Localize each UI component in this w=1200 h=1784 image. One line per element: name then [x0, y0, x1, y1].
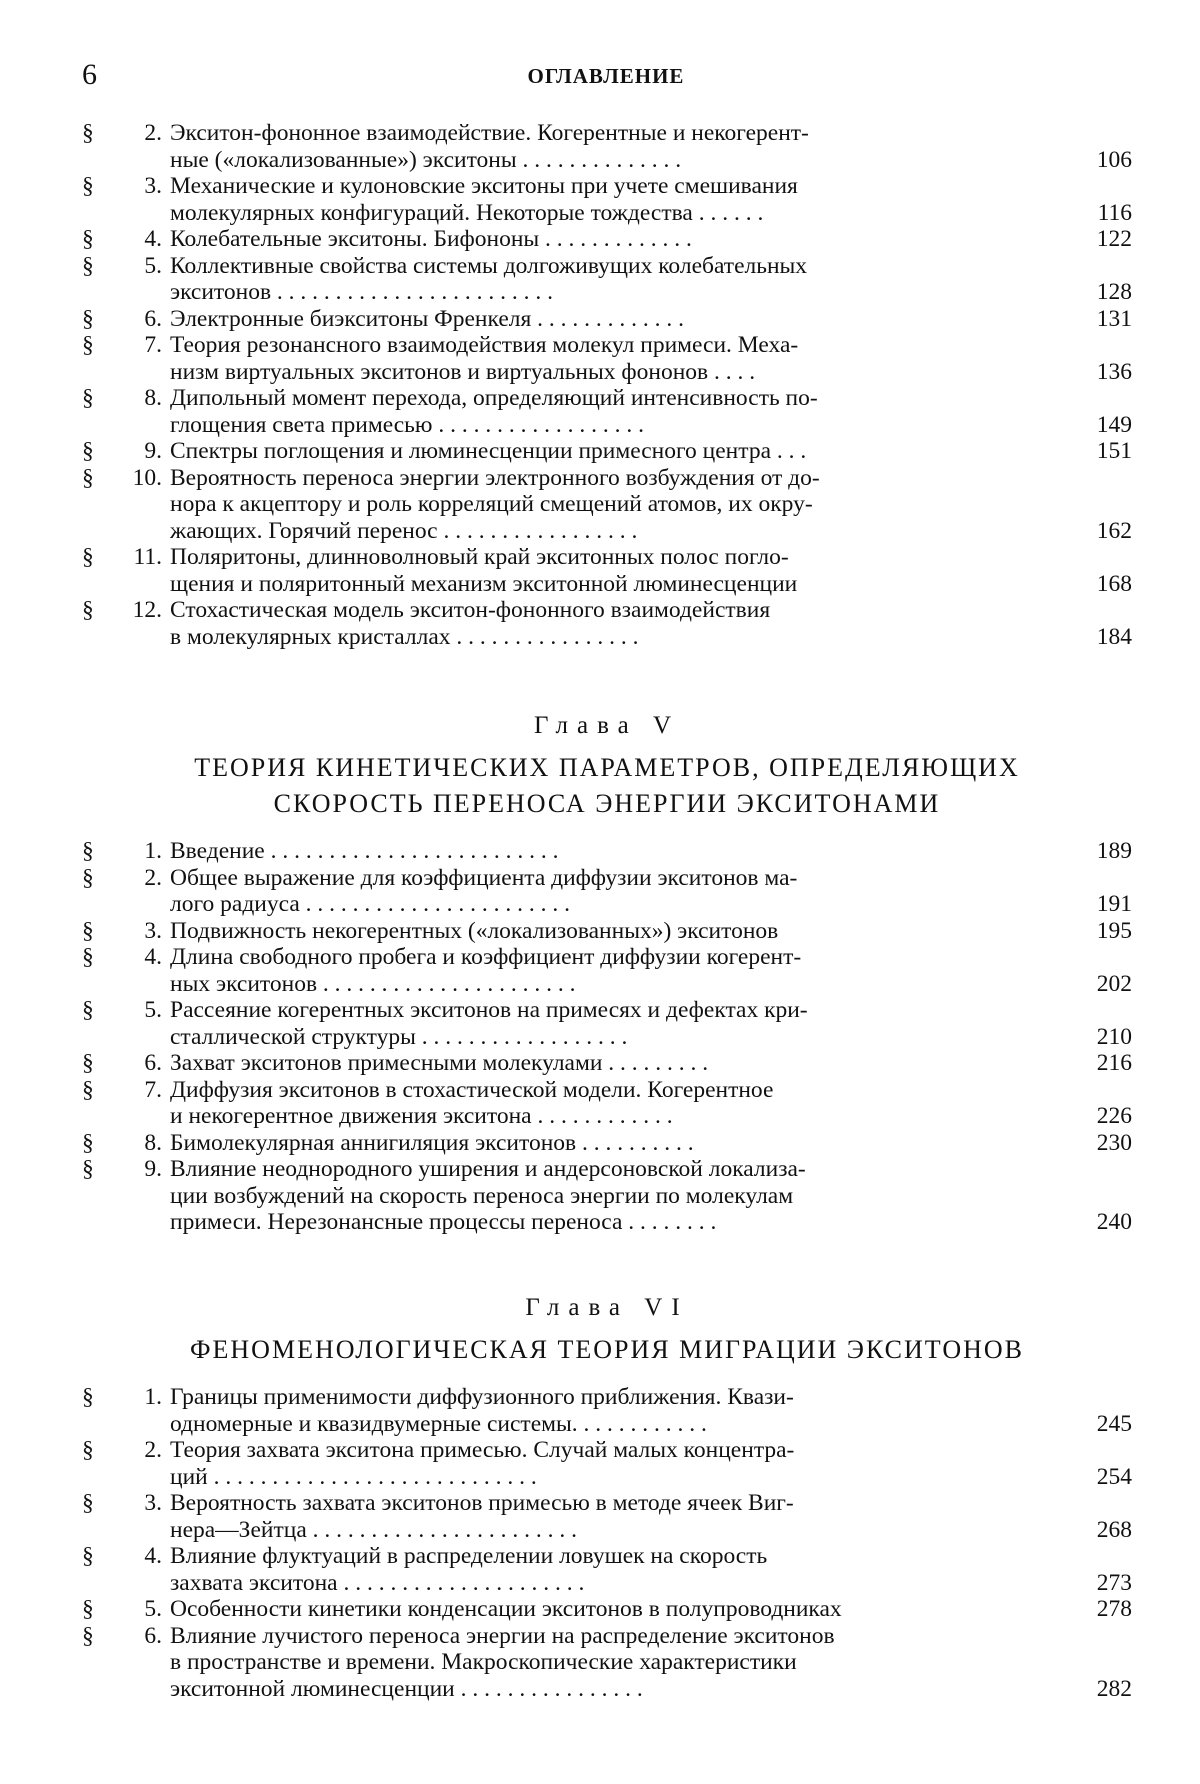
- entry-title: [170, 173, 1050, 226]
- page-number: 6: [82, 58, 97, 91]
- section-number: 12.: [132, 597, 162, 623]
- entry-title-line: Теория резонансного взаимодействия молекул примеси. Меха-: [170, 332, 799, 358]
- toc-entry: [82, 1050, 1132, 1077]
- section-symbol: §: [82, 226, 94, 252]
- toc-entry: [82, 865, 1132, 918]
- section-number: 1.: [144, 838, 162, 864]
- entry-title: [170, 1156, 1050, 1236]
- section-number: 2.: [144, 120, 162, 146]
- entry-title-line: ные («локализованные») экситоны . . . . . . . . . . . . . .: [170, 146, 682, 173]
- section-number: 8.: [144, 385, 162, 411]
- chapter-heading-v: [82, 712, 1132, 822]
- entry-title: [170, 1384, 1050, 1437]
- entry-title: [170, 306, 1050, 333]
- entry-title-line: Влияние неоднородного уширения и андерсоновской локализа-: [170, 1156, 806, 1182]
- toc-entry: [82, 1596, 1132, 1623]
- entry-title-line: нора к акцептору и роль корреляций смещений атомов, их окру-: [170, 491, 813, 517]
- section-symbol: §: [82, 1543, 94, 1569]
- entry-title-line: примеси. Нерезонансные процессы переноса . . . . . . . .: [170, 1209, 717, 1235]
- section-number: 1.: [144, 1384, 162, 1410]
- toc-section-chapter-vi: [82, 1384, 1132, 1702]
- entry-title-line: щения и поляритонный механизм экситонной люминесценции: [170, 570, 798, 597]
- chapter-title-line: ТЕОРИЯ КИНЕТИЧЕСКИХ ПАРАМЕТРОВ, ОПРЕДЕЛЯЮЩИХ: [194, 753, 1020, 782]
- section-number: 11.: [133, 544, 162, 570]
- section-symbol: §: [82, 438, 94, 464]
- page-ref: 136: [1096, 358, 1132, 385]
- entry-title-line: Коллективные свойства системы долгоживущих колебательных: [170, 252, 808, 279]
- entry-title-line: Бимолекулярная аннигиляция экситонов . . . . . . . . . .: [170, 1129, 694, 1156]
- entry-title-line: экситонной люминесценции . . . . . . . . . . . . . . . .: [170, 1675, 643, 1702]
- toc-entry: [82, 1156, 1132, 1236]
- entry-title-line: ций . . . . . . . . . . . . . . . . . . . . . . . . . . . .: [170, 1463, 537, 1490]
- section-symbol: §: [82, 997, 94, 1023]
- running-title: ОГЛАВЛЕНИЕ: [527, 64, 685, 88]
- toc-entry: [82, 253, 1132, 306]
- section-number: 7.: [144, 1076, 162, 1103]
- entry-title-line: Подвижность некогерентных («локализованных») экситонов: [170, 917, 779, 944]
- section-symbol: §: [82, 544, 94, 570]
- entry-title-line: Введение . . . . . . . . . . . . . . . . . . . . . . . . .: [170, 838, 559, 864]
- section-number: 9.: [144, 438, 162, 464]
- page-ref: 202: [1096, 970, 1132, 997]
- chapter-title-line: СКОРОСТЬ ПЕРЕНОСА ЭНЕРГИИ ЭКСИТОНАМИ: [273, 789, 941, 818]
- entry-title-line: Поляритоны, длинноволновый край экситонных полос погло-: [170, 544, 789, 570]
- entry-title-line: Дипольный момент перехода, определяющий интенсивность по-: [170, 385, 818, 411]
- entry-title: [170, 865, 1050, 918]
- section-symbol: §: [82, 1384, 94, 1410]
- entry-title-line: Теория захвата экситона примесью. Случай малых концентра-: [170, 1437, 795, 1463]
- page-ref: 131: [1096, 305, 1132, 332]
- entry-title-line: Рассеяние когерентных экситонов на примесях и дефектах кри-: [170, 997, 808, 1023]
- section-number: 3.: [144, 1490, 162, 1516]
- entry-title-line: захвата экситона . . . . . . . . . . . . . . . . . . . . .: [170, 1569, 585, 1596]
- entry-title: [170, 226, 1050, 253]
- entry-title-line: Особенности кинетики конденсации экситонов в полупроводниках: [170, 1596, 842, 1622]
- chapter-title: [82, 1332, 1132, 1368]
- entry-title: [170, 438, 1050, 465]
- entry-title: [170, 597, 1050, 650]
- entry-title-line: Диффузия экситонов в стохастической модели. Когерентное: [170, 1076, 774, 1103]
- toc-entry: [82, 1384, 1132, 1437]
- section-symbol: §: [82, 1076, 94, 1103]
- entry-title: [170, 997, 1050, 1050]
- page-ref: 245: [1096, 1410, 1132, 1437]
- entry-title: [170, 253, 1050, 306]
- page-ref: 168: [1096, 570, 1132, 597]
- toc-entry: [82, 1130, 1132, 1157]
- page-ref: 189: [1096, 838, 1132, 864]
- entry-title-line: жающих. Горячий перенос . . . . . . . . . . . . . . . . .: [170, 517, 638, 544]
- entry-title-line: глощения света примесью . . . . . . . . . . . . . . . . . .: [170, 411, 644, 438]
- section-number: 3.: [144, 173, 162, 199]
- entry-title: [170, 120, 1050, 173]
- page-ref: 128: [1096, 279, 1132, 305]
- section-symbol: §: [82, 1156, 94, 1182]
- entry-title-line: Захват экситонов примесными молекулами . . . . . . . . .: [170, 1050, 709, 1076]
- entry-title-line: Экситон-фононное взаимодействие. Когерентные и некогерент-: [170, 120, 809, 146]
- page-ref: 116: [1097, 199, 1132, 226]
- entry-title: [170, 385, 1050, 438]
- chapter-label: Глава VI: [525, 1294, 689, 1321]
- page-ref: 210: [1096, 1023, 1132, 1050]
- section-symbol: §: [82, 1129, 94, 1156]
- section-symbol: §: [82, 252, 94, 279]
- section-symbol: §: [82, 944, 94, 970]
- page-ref: 151: [1096, 438, 1132, 464]
- entry-title-line: Электронные биэкситоны Френкеля . . . . . . . . . . . . .: [170, 305, 685, 332]
- toc-section-chapter-iv-cont: [82, 120, 1132, 650]
- toc-entry: [82, 1543, 1132, 1596]
- section-symbol: §: [82, 917, 94, 944]
- section-symbol: §: [82, 597, 94, 623]
- section-symbol: §: [82, 1050, 94, 1076]
- section-number: 5.: [144, 252, 162, 279]
- page-ref: 106: [1096, 146, 1132, 173]
- toc-entry: [82, 465, 1132, 545]
- entry-title: [170, 1130, 1050, 1157]
- entry-title: [170, 838, 1050, 865]
- section-symbol: §: [82, 1437, 94, 1463]
- entry-title: [170, 332, 1050, 385]
- toc-entry: [82, 306, 1132, 333]
- entry-title-line: и некогерентное движения экситона . . . . . . . . . . . .: [170, 1103, 673, 1129]
- toc-entry: [82, 226, 1132, 253]
- toc-entry: [82, 438, 1132, 465]
- entry-title-line: нера—Зейтца . . . . . . . . . . . . . . . . . . . . . . .: [170, 1516, 577, 1543]
- page-ref: 162: [1096, 517, 1132, 544]
- section-symbol: §: [82, 173, 94, 199]
- section-number: 5.: [144, 1596, 162, 1622]
- toc-entry: [82, 997, 1132, 1050]
- entry-title: [170, 1077, 1050, 1130]
- entry-title-line: молекулярных конфигураций. Некоторые тождества . . . . . .: [170, 199, 764, 226]
- toc-entry: [82, 597, 1132, 650]
- page-ref: 230: [1096, 1129, 1132, 1156]
- entry-title: [170, 944, 1050, 997]
- entry-title-line: низм виртуальных экситонов и виртуальных фононов . . . .: [170, 358, 756, 385]
- entry-title-line: ции возбуждений на скорость переноса энергии по молекулам: [170, 1182, 794, 1209]
- section-number: 5.: [144, 997, 162, 1023]
- entry-title-line: Влияние лучистого переноса энергии на распределение экситонов: [170, 1622, 835, 1649]
- section-symbol: §: [82, 120, 94, 146]
- section-number: 10.: [132, 464, 162, 491]
- entry-title-line: Вероятность захвата экситонов примесью в методе ячеек Виг-: [170, 1490, 794, 1516]
- toc-entry: [82, 838, 1132, 865]
- section-symbol: §: [82, 838, 94, 864]
- section-symbol: §: [82, 1490, 94, 1516]
- page-ref: 191: [1096, 891, 1132, 917]
- section-symbol: §: [82, 332, 94, 358]
- chapter-title: [82, 750, 1132, 822]
- page-ref: 216: [1096, 1050, 1132, 1076]
- section-number: 4.: [144, 1543, 162, 1569]
- section-number: 6.: [144, 305, 162, 332]
- entry-title-line: экситонов . . . . . . . . . . . . . . . . . . . . . . . .: [170, 279, 554, 305]
- entry-title-line: в молекулярных кристаллах . . . . . . . . . . . . . . . .: [170, 623, 639, 650]
- entry-title: [170, 1050, 1050, 1077]
- page-ref: 226: [1096, 1103, 1132, 1129]
- page-ref: 278: [1096, 1596, 1132, 1622]
- page-ref: 240: [1096, 1209, 1132, 1235]
- chapter-label: Глава V: [533, 712, 681, 739]
- section-number: 8.: [144, 1129, 162, 1156]
- section-number: 4.: [144, 944, 162, 970]
- toc-entry: [82, 332, 1132, 385]
- entry-title-line: Колебательные экситоны. Бифононы . . . . . . . . . . . . .: [170, 226, 692, 252]
- entry-title: [170, 1490, 1050, 1543]
- entry-title-line: Вероятность переноса энергии электронного возбуждения от до-: [170, 464, 820, 491]
- section-symbol: §: [82, 864, 94, 891]
- page-ref: 122: [1096, 226, 1132, 252]
- toc-entry: [82, 1437, 1132, 1490]
- entry-title: [170, 918, 1050, 945]
- section-number: 7.: [144, 332, 162, 358]
- entry-title-line: Механические и кулоновские экситоны при учете смешивания: [170, 173, 798, 199]
- entry-title-line: сталлической структуры . . . . . . . . . . . . . . . . . .: [170, 1023, 628, 1050]
- toc-entry: [82, 173, 1132, 226]
- entry-title-line: одномерные и квазидвумерные системы. . . . . . . . . . . .: [170, 1410, 707, 1437]
- entry-title-line: Общее выражение для коэффициента диффузии экситонов ма-: [170, 864, 798, 891]
- section-symbol: §: [82, 385, 94, 411]
- section-symbol: §: [82, 1622, 94, 1649]
- section-symbol: §: [82, 464, 94, 491]
- entry-title: [170, 1623, 1050, 1703]
- page-header: [82, 58, 1130, 92]
- entry-title-line: ных экситонов . . . . . . . . . . . . . . . . . . . . . .: [170, 970, 576, 997]
- section-number: 9.: [144, 1156, 162, 1182]
- page-ref: 149: [1096, 411, 1132, 438]
- section-number: 6.: [144, 1622, 162, 1649]
- page-ref: 195: [1096, 917, 1132, 944]
- section-number: 2.: [144, 864, 162, 891]
- section-number: 3.: [144, 917, 162, 944]
- entry-title: [170, 1596, 1050, 1623]
- entry-title: [170, 544, 1050, 597]
- toc-entry: [82, 918, 1132, 945]
- toc-entry: [82, 544, 1132, 597]
- page-ref: 184: [1096, 623, 1132, 650]
- entry-title: [170, 465, 1050, 545]
- entry-title-line: Влияние флуктуаций в распределении ловушек на скорость: [170, 1543, 768, 1569]
- entry-title-line: лого радиуса . . . . . . . . . . . . . . . . . . . . . . .: [170, 891, 571, 917]
- entry-title: [170, 1437, 1050, 1490]
- toc-entry: [82, 385, 1132, 438]
- page-ref: 268: [1096, 1516, 1132, 1543]
- entry-title-line: в пространстве и времени. Макроскопические характеристики: [170, 1649, 797, 1675]
- section-number: 4.: [144, 226, 162, 252]
- chapter-title-line: ФЕНОМЕНОЛОГИЧЕСКАЯ ТЕОРИЯ МИГРАЦИИ ЭКСИТОНОВ: [189, 1335, 1024, 1364]
- toc-entry: [82, 1490, 1132, 1543]
- entry-title-line: Длина свободного пробега и коэффициент диффузии когерент-: [170, 944, 802, 970]
- entry-title-line: Спектры поглощения и люминесценции примесного центра . . .: [170, 438, 807, 464]
- toc-entry: [82, 1623, 1132, 1703]
- toc-section-chapter-v: [82, 838, 1132, 1236]
- toc-entry: [82, 120, 1132, 173]
- toc-entry: [82, 1077, 1132, 1130]
- page-ref: 282: [1096, 1675, 1132, 1702]
- entry-title-line: Границы применимости диффузионного приближения. Квази-: [170, 1384, 794, 1410]
- toc-entry: [82, 944, 1132, 997]
- page-ref: 273: [1096, 1569, 1132, 1596]
- section-number: 2.: [144, 1437, 162, 1463]
- entry-title-line: Стохастическая модель экситон-фононного взаимодействия: [170, 597, 771, 623]
- chapter-heading-vi: [82, 1294, 1132, 1368]
- entry-title: [170, 1543, 1050, 1596]
- section-symbol: §: [82, 1596, 94, 1622]
- section-symbol: §: [82, 305, 94, 332]
- section-number: 6.: [144, 1050, 162, 1076]
- page-ref: 254: [1096, 1463, 1132, 1490]
